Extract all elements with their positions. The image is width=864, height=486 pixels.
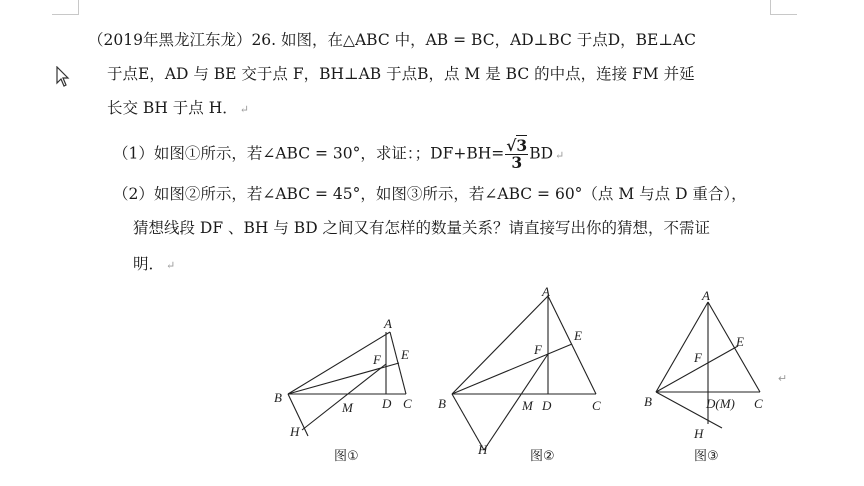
part2-line-3 (133, 254, 175, 276)
paragraph-mark-icon: ↵ (778, 373, 788, 385)
page-corner-mark-right (770, 0, 797, 15)
part1-numerator: 3 (516, 136, 528, 155)
fig3-label-f: F (694, 350, 702, 365)
part1-line (113, 138, 564, 171)
fig2-label-h: H (478, 442, 488, 457)
part2-text-2: 猜想线段 DF 、BH 与 BD 之间又有怎样的数量关系？请直接写出你的猜想，不需证 (133, 219, 711, 237)
figure-1 (262, 310, 432, 470)
problem-text-2: 于点E，AD 与 BE 交于点 F，BH⊥AB 于点B，点 M 是 BC 的中点，连接 FM 并延 (107, 65, 695, 83)
fig1-label-c: C (403, 396, 412, 411)
fig3-label-dm: D(M) (706, 396, 735, 411)
part2-line-2 (133, 218, 710, 238)
fig2-label-d: D (542, 398, 552, 413)
fig2-label-m: M (522, 398, 533, 413)
fig1-label-e: E (401, 347, 409, 362)
problem-line-3 (107, 98, 249, 120)
fig2-caption: 图② (530, 449, 555, 464)
part2-text-3: 明． (133, 255, 165, 273)
fig1-label-f: F (373, 352, 381, 367)
page-corner-mark-left (52, 0, 79, 15)
fig2-label-c: C (592, 398, 601, 413)
fig1-label-b: B (274, 390, 282, 405)
fig1-label-h: H (290, 424, 300, 439)
mouse-cursor-icon (56, 66, 70, 88)
figure-2 (432, 282, 612, 472)
paragraph-mark-icon: ↵ (555, 148, 565, 162)
part1-denominator: 3 (511, 153, 523, 172)
fig3-label-c: C (754, 396, 763, 411)
fig1-label-d: D (382, 396, 392, 411)
fig3-label-e: E (736, 334, 744, 349)
fig3-caption: 图③ (694, 449, 719, 464)
part1-suffix: BD (529, 144, 554, 163)
paragraph-mark-icon: ↵ (239, 103, 249, 116)
fig3-label-a: A (702, 288, 710, 303)
problem-text-3: 长交 BH 于点 H． (107, 99, 238, 117)
problem-line-1 (88, 30, 696, 50)
paragraph-mark-icon: ↵ (166, 259, 176, 272)
fig2-label-f: F (534, 342, 542, 357)
fig2-label-a: A (542, 284, 550, 299)
figure-1-lines (288, 332, 406, 436)
fig3-label-h: H (694, 426, 704, 441)
part2-text-1: （2）如图②所示，若∠ABC = 45°，如图③所示，若∠ABC = 60°（点 M 与点 D 重合）， (113, 185, 747, 203)
problem-line-2 (107, 64, 695, 84)
fig1-label-m: M (342, 400, 353, 415)
sqrt3-over-3-fraction: $\frac{√3}{3}$ (506, 136, 528, 172)
figure-3 (636, 284, 796, 470)
fig2-label-e: E (574, 328, 582, 343)
figure-2-lines (452, 296, 596, 450)
fig1-label-a: A (384, 316, 392, 331)
problem-text-1: （2019年黑龙江东龙）26. 如图，在△ABC 中，AB = BC，AD⊥BC 于点D，BE⊥AC (88, 31, 696, 49)
fig1-caption: 图① (334, 449, 359, 464)
fig3-label-b: B (644, 394, 652, 409)
part2-line-1 (113, 184, 747, 204)
part1-prefix: （1）如图①所示，若∠ABC = 30°，求证：；DF+BH= (113, 144, 505, 163)
fig2-label-b: B (438, 396, 446, 411)
